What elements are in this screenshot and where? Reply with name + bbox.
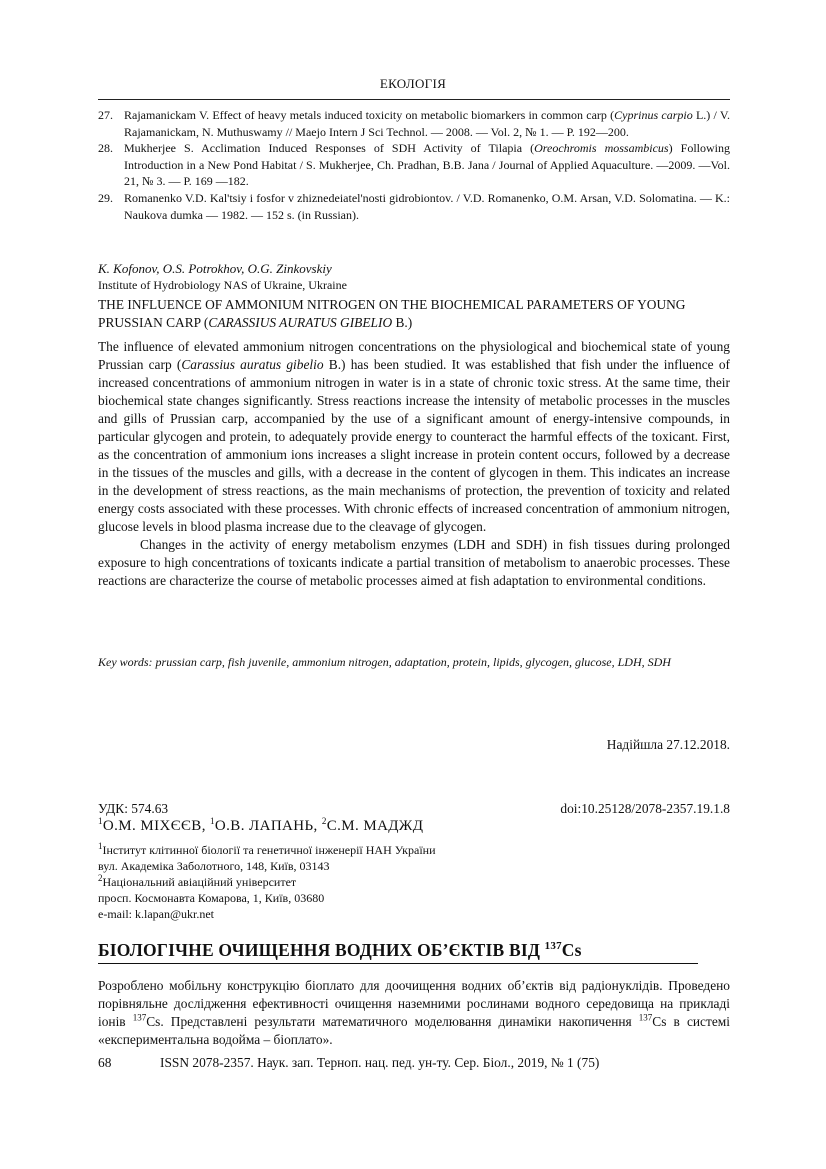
page-footer <box>98 1054 730 1071</box>
isotope-mass-number: 137 <box>132 1012 147 1023</box>
english-institute: Institute of Hydrobiology NAS of Ukraine, Ukraine <box>98 278 347 292</box>
english-abstract-paragraph: Changes in the activity of energy metabolism enzymes (LDH and SDH) in fish tissues during prolonged exposure to high concentrations of toxicants indicate a partial transition of metabolism to anaerobic processes. These reactions are characterize the course of metabolic processes aimed at fish adaptation to environmental conditions. <box>98 537 730 588</box>
abstract-text: Cs. Представлені результати математичного моделювання динаміки накопичення <box>146 1014 639 1029</box>
english-title-species: CARASSIUS AURATUS GIBELIO <box>208 315 393 330</box>
abstract-text: The influence of elevated ammonium nitrogen concentrations on the physiological and biochemical state of young Prussian carp ( <box>98 339 730 372</box>
reference-text <box>124 107 730 140</box>
page-number: 68 <box>98 1055 112 1070</box>
author-name: О.В. ЛАПАНЬ, <box>214 818 322 834</box>
affiliation-name: Національний авіаційний університет <box>102 875 297 889</box>
abstract-text: Cs в системі «експериментальна водойма – біоплато». <box>98 1014 730 1047</box>
running-head: ЕКОЛОГІЯ <box>379 76 447 91</box>
english-title-part: B.) <box>392 315 413 330</box>
english-abstract-paragraph <box>98 338 730 536</box>
abstract-text: B.) has been studied. It was established that fish under the influence of increased concentrations of ammonium nitrogen in water is in a state of chronic toxic stress. At the same time, their biochemical state changes significantly. Stress reactions increase the intensity of metabolic processes in the muscles and gills of Prussian carp, accompanied by the use of a significant amount of energy-intensive compounds, in particular glycogen and protein, to adequately provide energy to counteract the harmful effects of the toxicant. First, as the concentration of ammonium ions increases a slight increase in protein content occurs, followed by a decrease in the tissues of the muscles and gills, with a decrease in the content of glycogen in them. This indicates an increase in the development of stress reactions, as the main mechanisms of protection, the prevention of toxicity and related energy costs associated with these processes. With chronic effects of increased concentration of ammonium nitrogen, glucose levels in blood plasma increase due to the cleavage of glycogen. <box>98 357 730 534</box>
reference-species: Oreochromis mossambicus <box>534 141 669 156</box>
english-title-part: THE INFLUENCE OF AMMONIUM NITROGEN ON THE BIOCHEMICAL PARAMETERS OF YOUNG PRUSSIAN CARP ( <box>98 297 686 330</box>
reference-species: Cyprinus carpio <box>614 108 693 122</box>
isotope-mass-number: 137 <box>638 1012 653 1023</box>
english-keywords: Key words: prussian carp, fish juvenile, ammonium nitrogen, adaptation, protein, lipids, glycogen, glucose, LDH, SDH <box>98 655 671 669</box>
reference-number: 29. <box>98 190 113 205</box>
english-authors: K. Kofonov, O.S. Potrokhov, O.G. Zinkovskiy <box>98 261 332 276</box>
title-text: Cs <box>561 940 582 960</box>
reference-number: 27. <box>98 108 113 122</box>
reference-text <box>124 190 730 223</box>
contact-email: e-mail: k.lapan@ukr.net <box>98 907 215 921</box>
ukrainian-authors <box>98 818 423 835</box>
affiliation-mark: 2 <box>98 873 103 883</box>
header-rule <box>98 99 730 100</box>
reference-item <box>98 140 730 190</box>
reference-number: 28. <box>98 141 113 156</box>
affiliations <box>98 842 436 922</box>
ukrainian-title <box>98 942 582 959</box>
author-affiliation-mark: 2 <box>321 816 327 826</box>
reference-text-part: Mukherjee S. Acclimation Induced Responses of SDH Activity of Tilapia ( <box>124 141 535 156</box>
english-title <box>98 296 730 332</box>
doi: doi:10.25128/2078-2357.19.1.8 <box>560 801 730 816</box>
affiliation-line <box>98 874 436 890</box>
affiliation-line <box>98 842 436 858</box>
abstract-text: Розроблено мобільну конструкцію біоплато для доочищення водних об’єктів від радіонуклідів. Проведено порівняльне дослідження ефективності очищення наземними рослинами водного середовища на прикладі іонів <box>98 978 730 1029</box>
ukrainian-abstract <box>98 977 730 1049</box>
affiliation-address: вул. Академіка Заболотного, 148, Київ, 03143 <box>98 859 330 873</box>
reference-item <box>98 190 730 223</box>
udk-code: УДК: 574.63 <box>98 801 169 816</box>
title-text: БІОЛОГІЧНЕ ОЧИЩЕННЯ ВОДНИХ ОБ’ЄКТІВ ВІД <box>98 940 545 960</box>
received-date: Надійшла 27.12.2018. <box>606 737 730 752</box>
affiliation-name: Інститут клітинної біології та генетичної інженерії НАН України <box>102 843 436 857</box>
reference-list <box>98 107 730 223</box>
author-name: С.М. МАДЖД <box>326 818 424 834</box>
english-abstract <box>98 338 730 590</box>
abstract-species: Carassius auratus gibelio <box>181 357 324 372</box>
author-name: О.М. МІХЄЄВ, <box>102 818 211 834</box>
reference-text <box>124 140 730 190</box>
journal-citation: ISSN 2078-2357. Наук. зап. Терноп. нац. пед. ун-ту. Сер. Біол., 2019, № 1 (75) <box>160 1055 600 1070</box>
reference-text-part: Romanenko V.D. Kal'tsiy i fosfor v zhiznedeiatel'nosti gidrobiontov. / V.D. Romanenko, O.M. Arsan, V.D. Solomatina. — K.: Naukova dumka — 1982. — 152 s. (in Russian). <box>124 190 730 222</box>
reference-text-part: ) Following Introduction in a New Pond Habitat / S. Mukherjee, Ch. Pradhan, B.B. Jana / Journal of Applied Aquaculture. —2009. —Vol. 21, № 3. — P. 169 —182. <box>124 141 730 189</box>
reference-text-part: Rajamanickam V. Effect of heavy metals induced toxicity on metabolic biomarkers in common carp ( <box>124 108 615 122</box>
affiliation-mark: 1 <box>98 841 103 851</box>
title-underline <box>98 963 698 964</box>
isotope-mass-number: 137 <box>544 940 562 953</box>
author-affiliation-mark: 1 <box>98 816 103 826</box>
reference-text-part: L.) / V. Rajamanickam, N. Muthuswamy // Maejo Intern J Sci Technol. — 2008. — Vol. 2, № 1. — P. 192—200. <box>124 108 731 139</box>
author-affiliation-mark: 1 <box>210 816 215 826</box>
reference-item <box>98 107 730 140</box>
affiliation-address: просп. Космонавта Комарова, 1, Київ, 03680 <box>98 891 325 905</box>
